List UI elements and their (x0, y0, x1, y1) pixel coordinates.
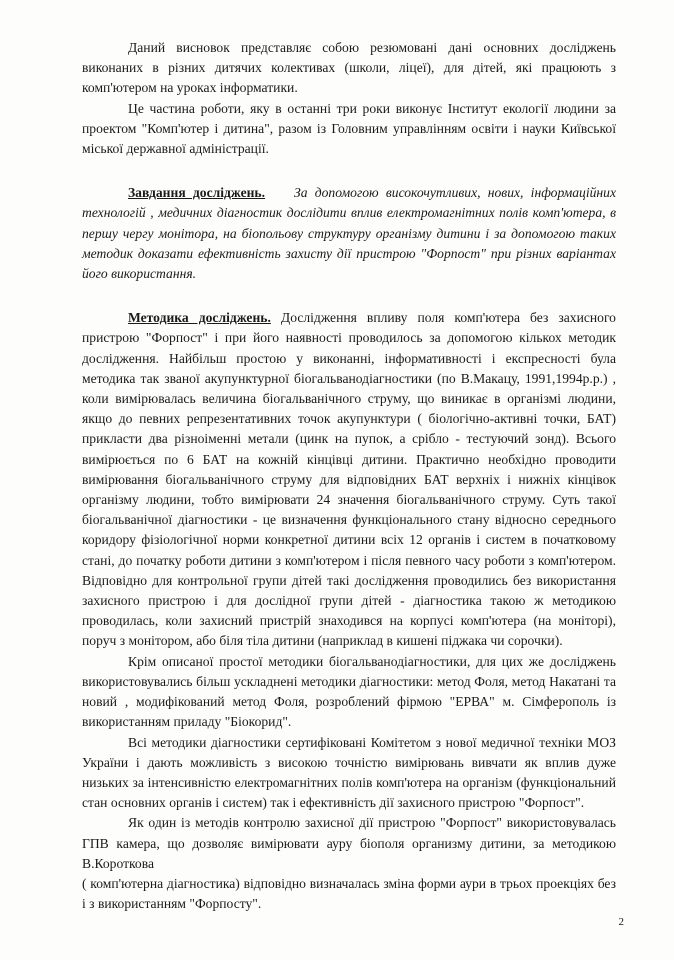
research-task-paragraph (82, 183, 616, 284)
page-number: 2 (618, 916, 624, 928)
certification-paragraph: Всі методики діагностики сертифіковані Комітетом з нової медичної техніки МОЗ України і дають можливість з високою точністю вимірювань вивчати як вплив дуже низьких за інтенсивністю електромагнітних полів комп'ютера на організм (функціональний стан основних органів і систем) так і ефективність дії захисного пристрою "Форпост". (82, 734, 616, 811)
advanced-methods-paragraph: Крім описаної простої методики біогальванодіагностики, для цих же досліджень використовувались більш ускладнені методики діагностики: метод Фоля, метод Накатані та новий , модифікований метод Фоля, розроблений фірмою "ЕРВА" м. Сімферополь із використанням приладу "Біокорид". (82, 653, 616, 730)
aura-paragraph: ( комп'ютерна діагностика) відповідно визначалась зміна форми аури в трьох проекціях без і з використанням "Форпосту". (82, 875, 616, 912)
research-task-text: За допомогою високочутливих, нових, інформаційних технологій , медичних діагностик дослідити вплив електромагнітних полів комп'ютера, в першу чергу монітора, на біопольову структуру організму дитини і за допомогою таких методик доказати ефективність захисту дії пристрою "Форпост" при різних варіантах його використання. (82, 185, 616, 282)
project-paragraph: Це частина роботи, яку в останні три роки виконує Інститут екології людини за проектом "Комп'ютер і дитина", разом із Головним управлінням освіти і науки Київської міської державної адміністрації. (82, 100, 616, 157)
research-task-heading: Завдання досліджень. (128, 185, 266, 201)
methods-heading: Методика досліджень. (128, 310, 271, 326)
methods-text: Дослідження впливу поля комп'ютера без захисного пристрою "Форпост" і при його наявності проводилось за допомогою кількох методик дослідження. Найбільш простою у виконанні, інформативності і експресності була методика так званої акупунктурної біогальванодіагностики (по В.Макацу, 1991,1994р.р.) , коли вимірювалась величина біогальванічного струму, що виникає в організмі людини, якщо до певних репрезентативних точок акупунктури ( біологічно-активні точки, БАТ) прикласти два різноіменні метали (цинк на пупок, а срібло - тестуючий зонд). Всього вимірюється по 6 БАТ на кожній кінцівці дитини. Практично необхідно проводити вимірювання біогальванічного струму для відповідних БАТ верхніх і нижніх кінцівок організму людини, тобто вимірювати 24 значення біогальванічного струму. Суть такої біогальванічної діагностики - це визначення функціонального стану відносно середнього коридору фізіологічної норми конкретної дитини всіх 12 органів і систем в початковому стані, до початку роботи дитини з комп'ютером і після певного часу роботи з комп'ютером. Відповідно для контрольної групи дітей такі дослідження проводились без використання захисного пристрою і для дослідної групи дітей - діагностика такою ж методикою проводилась, коли захисний пристрій знаходився на корпусі комп'ютера (на моніторі), поруч з монітором, або біля тіла дитини (наприклад в кишені піджака чи сорочки). (82, 310, 616, 649)
intro-paragraph: Даний висновок представляє собою резюмовані дані основних досліджень виконаних в різних дитячих колективах (школи, ліцеї), для дітей, які працюють з комп'ютером на уроках інформатики. (82, 40, 616, 96)
methods-paragraph (82, 308, 616, 651)
gdv-camera-paragraph: Як один із методів контролю захисної дії пристрою "Форпост" використовувалась ГПВ камера, що дозволяє вимірювати ауру біополя организму дитини, за методикою В.Короткова (82, 815, 616, 871)
